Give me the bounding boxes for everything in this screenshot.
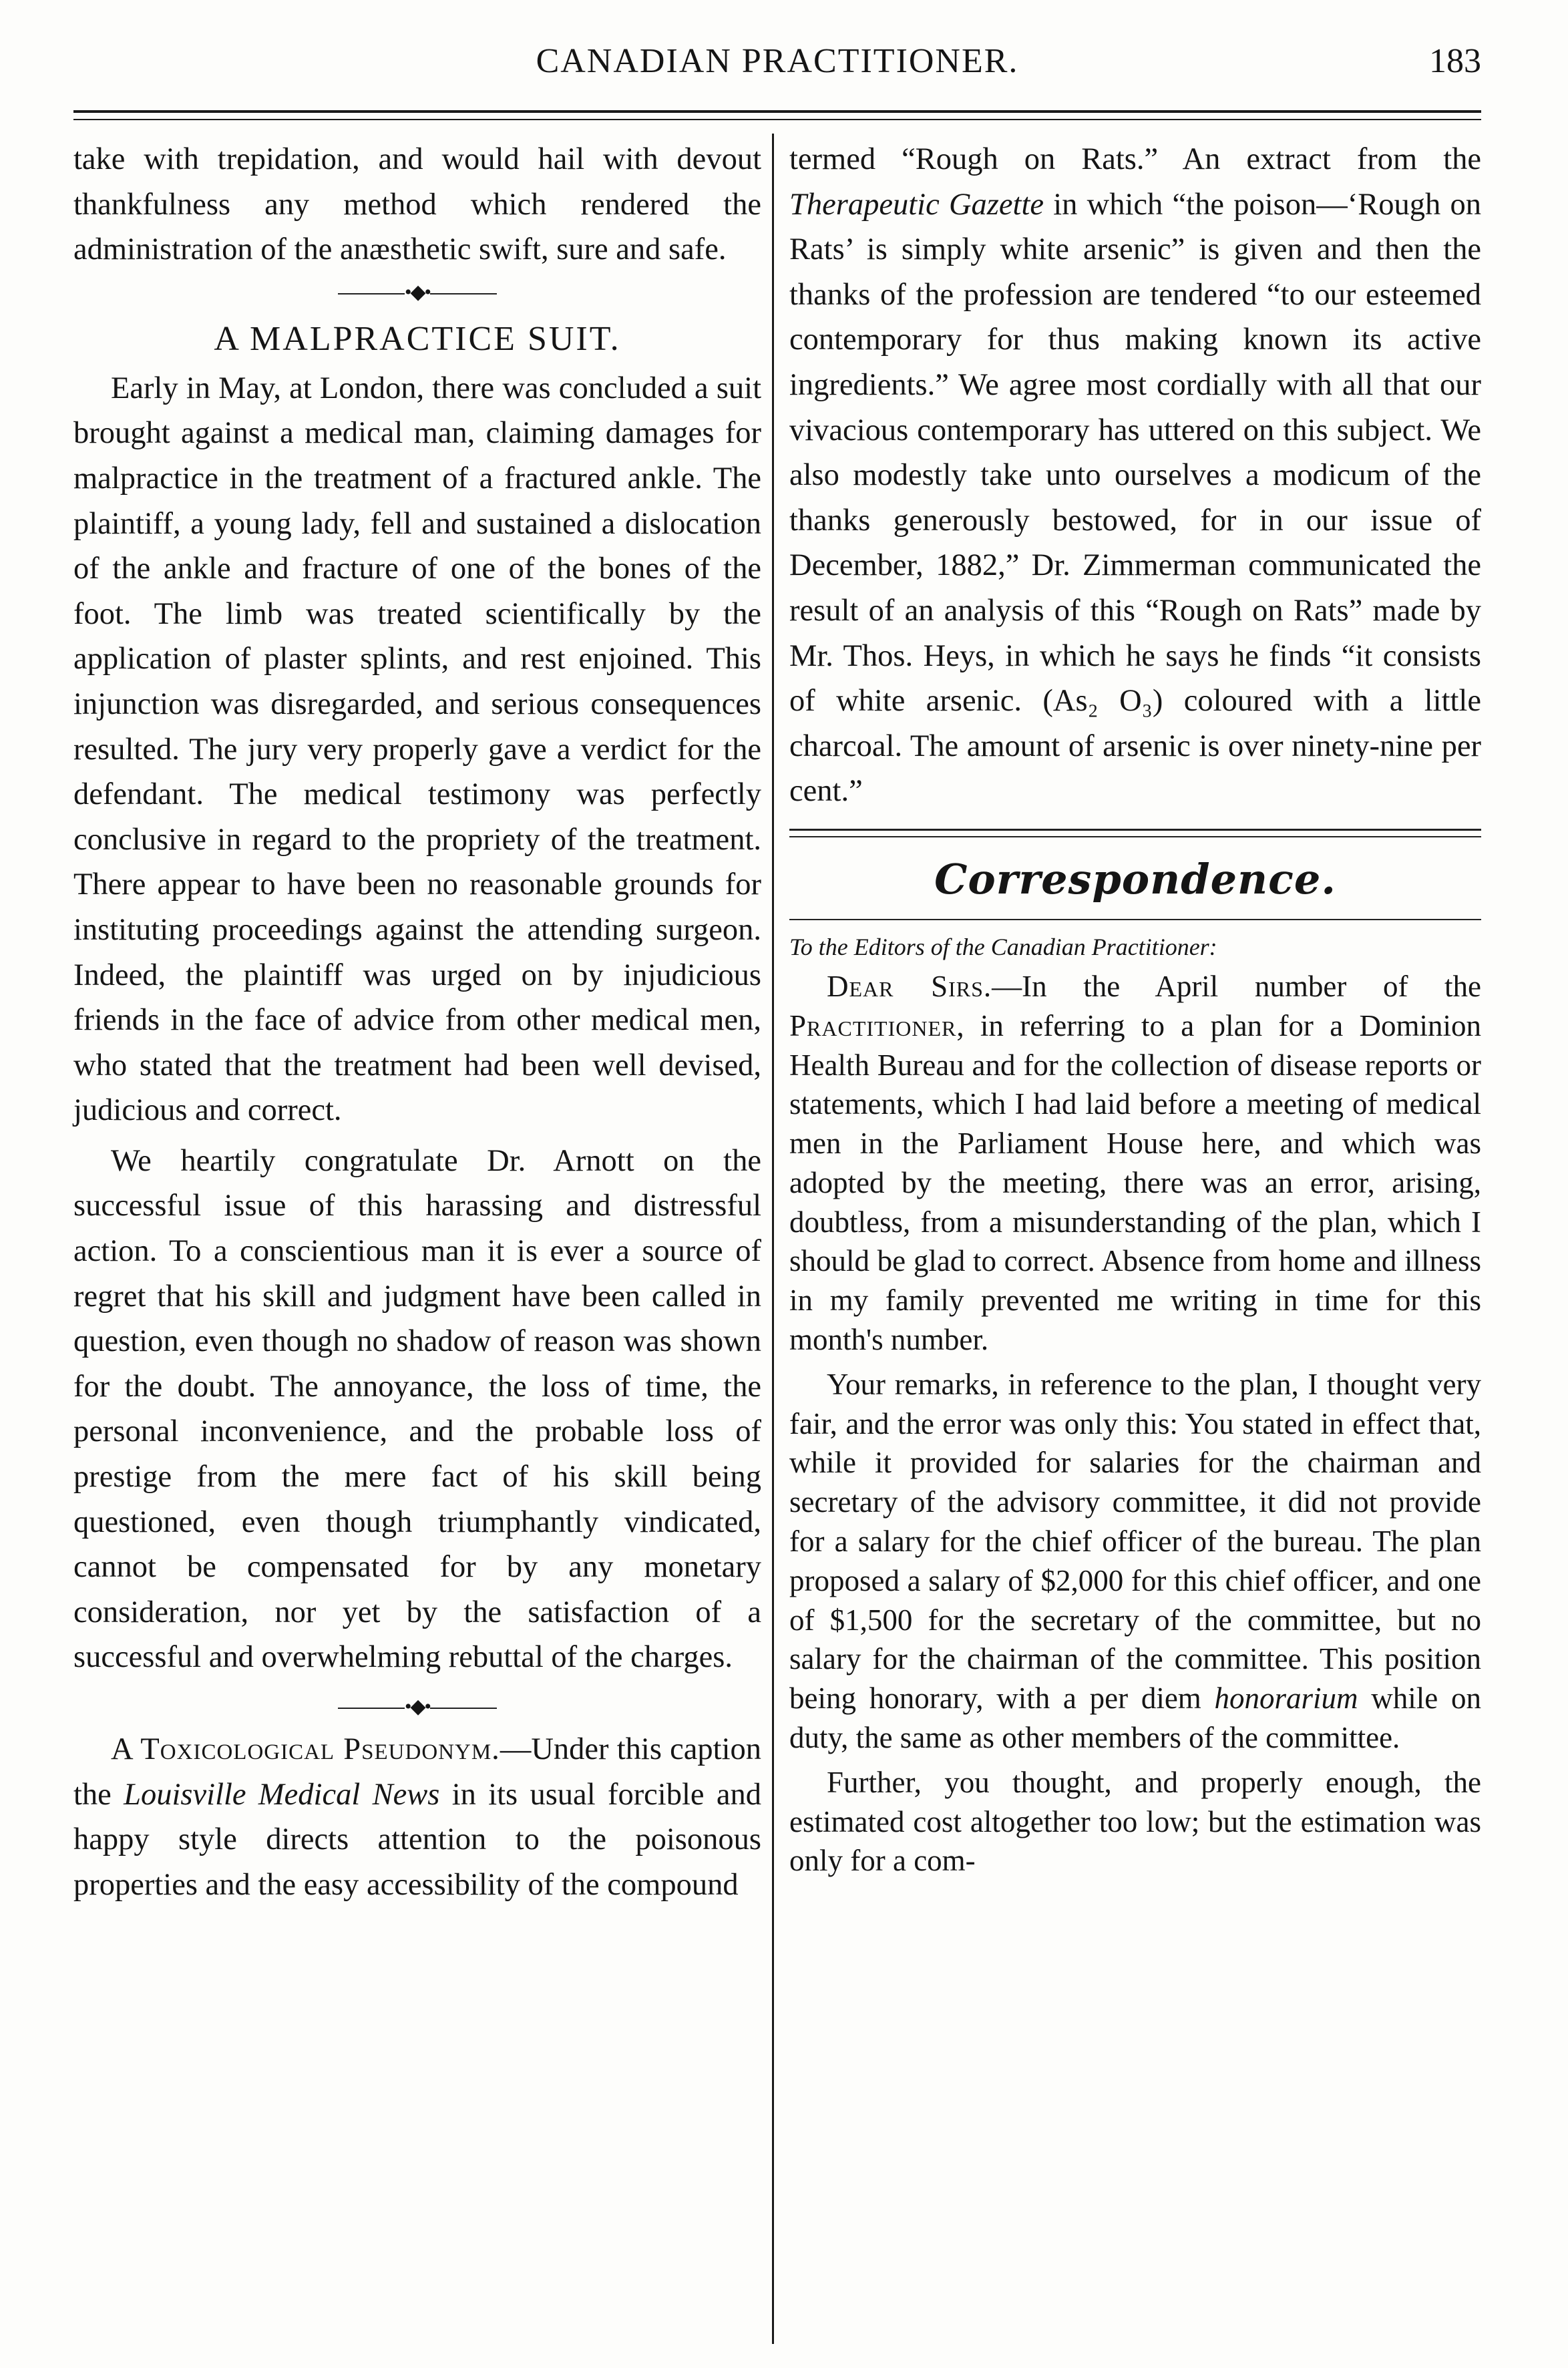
malpractice-paragraph-2: We heartily congratulate Dr. Arnott on the successful issue of this harassing and distressful action. To a conscientious man it is ever a source of regret that his skill and judgment have been called in question, even though no shadow of reason was shown for the doubt. The annoyance, the loss of time, the personal inconvenience, and the probable loss of prestige from the mere fact of his skill being questioned, even though triumphantly vindicated, cannot be compensated for by any monetary consideration, nor yet by the satisfaction of a successful and overwhelming rebuttal of the charges.	[73, 1143, 761, 1675]
section-ornament: •◆•	[73, 272, 761, 313]
letter-honorarium: honorarium	[1214, 1682, 1358, 1716]
letter-salutation: To the Editors of the Canadian Practitioner:	[789, 933, 1217, 960]
intro-paragraph: take with trepidation, and would hail with devout thankfulness any method which rendered the administration of the anæsthetic swift, sure and safe.	[73, 142, 761, 267]
header-rule	[73, 110, 1481, 113]
letter-p2-b: while on duty, the same as other members of the committee.	[789, 1682, 1481, 1755]
journal-name-louisville: Louisville Medical News	[124, 1777, 440, 1812]
section-title-malpractice: A MALPRACTICE SUIT.	[214, 319, 621, 358]
rough-on-rats-continuation	[789, 137, 1481, 814]
toxicological-dash: —Under this caption the	[73, 1732, 761, 1812]
page-number: 183	[1429, 42, 1481, 80]
letter-paragraph-1	[789, 967, 1481, 1360]
left-column	[73, 137, 761, 1907]
running-title: CANADIAN PRACTITIONER.	[536, 42, 1019, 80]
correspondence-title: Correspondence.	[934, 854, 1336, 904]
toxicological-rest: in its usual forcible and happy style directs attention to the poisonous properties and the easy accessibility of the compound	[73, 1777, 762, 1902]
running-head	[73, 41, 1481, 95]
section-ornament-2: •◆•	[73, 1687, 761, 1727]
right-column	[789, 137, 1481, 1881]
letter-practitioner: Practitioner	[789, 1008, 957, 1042]
column-divider	[772, 134, 774, 2344]
letter-body	[789, 967, 1481, 1881]
double-rule	[789, 829, 1481, 837]
letter-p1-b: , in referring to a plan for a Dominion Health Bureau and for the collection of disease reports or statements, which I had laid before a meeting of medical men in the Parliament House here, and which was adopted by the meeting, there was an error, arising, doubtless, from a misunderstanding of the plan, which I should be glad to correct. Absence from home and illness in my family prevented me writing in time for this month's number.	[789, 1008, 1481, 1357]
letter-p2-a: Your remarks, in reference to the plan, I thought very fair, and the error was only this: You stated in effect that, while it provided for salaries for the chairman and secretary of the advisory committee, it did not provide for a salary for the chief officer of the bureau. The plan proposed a salary of $2,000 for this chief officer, and one of $1,500 for the secretary of the committee, but no salary for the chairman of the committee. This position being honorary, with a per diem	[789, 1367, 1481, 1716]
letter-paragraph-2	[789, 1365, 1481, 1758]
letter-p1-a: —In the April number of the	[992, 969, 1482, 1003]
header-rule-thin	[73, 119, 1481, 120]
toxicological-heading: A Toxicological Pseudonym.	[111, 1732, 500, 1766]
letter-dear: Dear Sirs.	[827, 969, 992, 1003]
toxicological-paragraph	[73, 1727, 761, 1907]
continuation-b: in which “the poison—‘Rough on Rats’ is simply white arsenic” is given and then the thanks of the profession are tendered “to our esteemed contemporary for thus making known its active ingredients.” We agree most cordially with all that our vivacious contemporary has uttered on this subject. We also modestly take unto ourselves a modicum of the thanks generously bestowed, for in our issue of December, 1882,” Dr. Zimmerman communicated the result of an analysis of this “Rough on Rats” made by Mr. Thos. Heys, in which he says he finds “it consists of white arsenic. (As₂ O₃) coloured with a little charcoal. The amount of arsenic is over ninety-nine per cent.”	[789, 187, 1481, 809]
letter-paragraph-3: Further, you thought, and properly enough, the estimated cost altogether too low; but the estimation was only for a com-	[789, 1765, 1481, 1878]
journal-name-therapeutic: Therapeutic Gazette	[789, 187, 1044, 222]
continuation-a: termed “Rough on Rats.” An extract from the	[789, 142, 1481, 176]
malpractice-paragraph-1: Early in May, at London, there was concluded a suit brought against a medical man, claiming damages for malpractice in the treatment of a fractured ankle. The plaintiff, a young lady, fell and sustained a dislocation of the ankle and fracture of one of the bones of the foot. The limb was treated scientifically by the application of plaster splints, and rest enjoined. This injunction was disregarded, and serious consequences resulted. The jury very properly gave a verdict for the defendant. The medical testimony was perfectly conclusive in regard to the propriety of the treatment. There appear to have been no reasonable grounds for instituting proceedings against the attending surgeon. Indeed, the plaintiff was urged on by injudicious friends in the face of advice from other medical men, who stated that the treatment had been well devised, judicious and correct.	[73, 371, 761, 1128]
single-rule	[789, 919, 1481, 920]
